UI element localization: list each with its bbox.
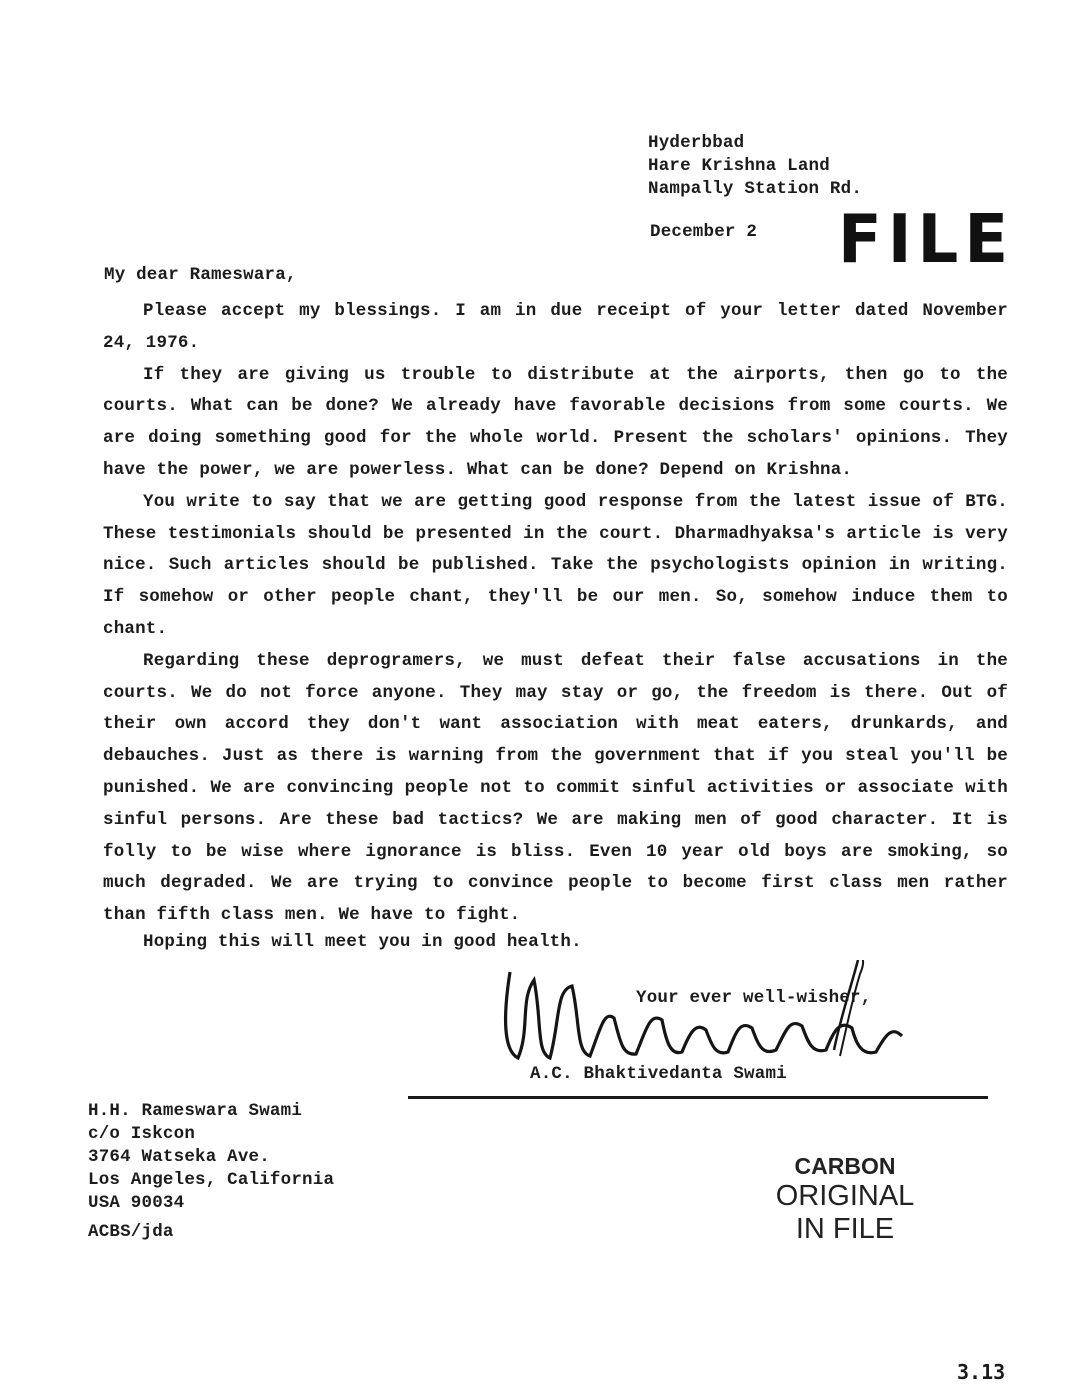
address-line: Hare Krishna Land <box>648 156 830 176</box>
address-line: Hyderbbad <box>648 133 745 153</box>
carbon-stamp-line: IN FILE <box>795 1213 895 1245</box>
well-wisher-line: Your ever well-wisher, <box>636 988 872 1008</box>
recipient-line: 3764 Watseka Ave. <box>88 1147 270 1167</box>
recipient-line: H.H. Rameswara Swami <box>88 1101 303 1121</box>
signature-rule <box>408 1096 988 1099</box>
paragraph: Regarding these deprogramers, we must defeat their false accusations in the courts. We do not force anyone. They may stay or go, the freedom is there. Out of their own accord they don't want association with meat eaters, drunkards, and debauches. Just as there is warning from the government that if you steal you'll be punished. We are convincing people not to commit sinful activities or associate with sinful persons. Are these bad tactics? We are making men of good character. It is folly to be wise where ignorance is bliss. Even 10 year old boys are smoking, so much degraded. We are trying to convince people to become first class men rather than fifth class men. We have to fight. <box>103 650 1008 926</box>
salutation: My dear Rameswara, <box>104 265 297 285</box>
carbon-stamp-line: CARBON <box>794 1153 896 1179</box>
closing-line: Hoping this will meet you in good health. <box>143 932 582 952</box>
paragraph: You write to say that we are getting good response from the latest issue of BTG. These testimonials should be presented in the court. Dharmadhyaksa's article is very nice. Such articles should be published. Take the psychologists opinion in writing. If somehow or other people chant, they'll be our men. So, somehow induce them to chant. <box>103 491 1008 639</box>
signature-block <box>490 960 990 1090</box>
paragraph: Please accept my blessings. I am in due receipt of your letter dated November 24, 1976. <box>103 301 1008 353</box>
letter-date: December 2 <box>650 222 758 242</box>
carbon-stamp-line: ORIGINAL <box>775 1180 915 1212</box>
letter-body <box>103 296 1008 932</box>
recipient-line: Los Angeles, California <box>88 1170 335 1190</box>
reference-initials: ACBS/jda <box>88 1222 174 1242</box>
paragraph: If they are giving us trouble to distribute at the airports, then go to the courts. What can be done? We already have favorable decisions from some courts. We are doing something good for the whole world. Present the scholars' opinions. They have the power, we are powerless. What can be done? Depend on Krishna. <box>103 364 1008 480</box>
page-number: 3.13 <box>957 1360 1006 1384</box>
recipient-line: c/o Iskcon <box>88 1124 196 1144</box>
recipient-line: USA 90034 <box>88 1193 185 1213</box>
file-stamp: FILE <box>838 201 1015 279</box>
sender-address <box>648 132 862 201</box>
signer-name: A.C. Bhaktivedanta Swami <box>530 1064 787 1084</box>
carbon-stamp <box>770 1152 920 1246</box>
recipient-address <box>88 1100 334 1215</box>
address-line: Nampally Station Rd. <box>648 179 863 199</box>
